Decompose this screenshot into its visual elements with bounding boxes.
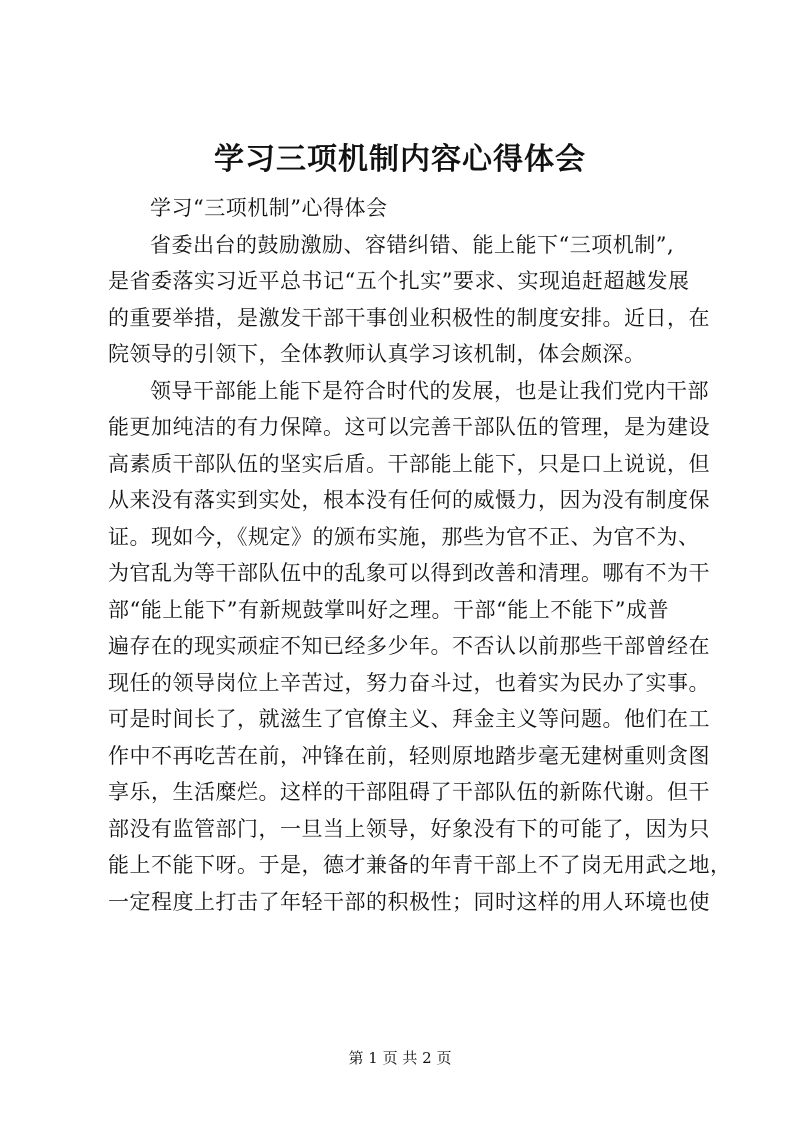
body-line: 部没有监管部门，一旦当上领导，好象没有下的可能了，因为只 [108,816,710,841]
body-line: 领导干部能上能下是符合时代的发展，也是让我们党内干部 [150,378,709,403]
body-line: 遍存在的现实顽症不知已经多少年。不否认以前那些干部曾经在 [108,634,710,658]
body-line: 的重要举措，是激发干部干事创业积极性的制度安排。近日，在 [108,305,710,330]
body-line: 从来没有落实到实处，根本没有任何的威慑力，因为没有制度保 [108,488,710,512]
body-line: 享乐，生活糜烂。这样的干部阻碍了干部队伍的新陈代谢。但干 [108,780,710,804]
body-line: 能上不能下呀。于是，德才兼备的年青干部上不了岗无用武之地， [108,853,732,877]
document-body [108,190,732,920]
body-line: 作中不再吃苦在前，冲锋在前，轻则原地踏步毫无建树重则贪图 [108,743,710,768]
body-line: 证。现如今，《规定》的颁布实施，那些为官不正、为官不为、 [108,524,700,549]
body-line: 院领导的引领下，全体教师认真学习该机制，体会颇深。 [108,342,646,366]
body-line: 省委出台的鼓励激励、容错纠错、能上能下“三项机制”, [150,232,675,257]
body-line: 为官乱为等干部队伍中的乱象可以得到改善和清理。哪有不为干 [108,561,710,585]
body-line: 高素质干部队伍的坚实后盾。干部能上能下，只是口上说说，但 [108,451,710,476]
document-title: 学习三项机制内容心得体会 [214,142,586,177]
body-line: 能更加纯洁的有力保障。这可以完善干部队伍的管理，是为建设 [108,415,710,439]
body-line: 部“能上能下”有新规鼓掌叫好之理。干部“能上不能下”成普 [108,597,669,622]
body-line: 一定程度上打击了年轻干部的积极性；同时这样的用人环境也使 [108,889,710,914]
body-line: 是省委落实习近平总书记“五个扎实”要求、实现追赶超越发展 [108,269,690,293]
body-line: 学习“三项机制”心得体会 [150,196,388,220]
page-footer: 第 1 页 共 2 页 [348,1049,452,1067]
body-line: 可是时间长了，就滋生了官僚主义、拜金主义等问题。他们在工 [108,707,710,731]
body-line: 现任的领导岗位上辛苦过，努力奋斗过，也着实为民办了实事。 [108,670,710,695]
